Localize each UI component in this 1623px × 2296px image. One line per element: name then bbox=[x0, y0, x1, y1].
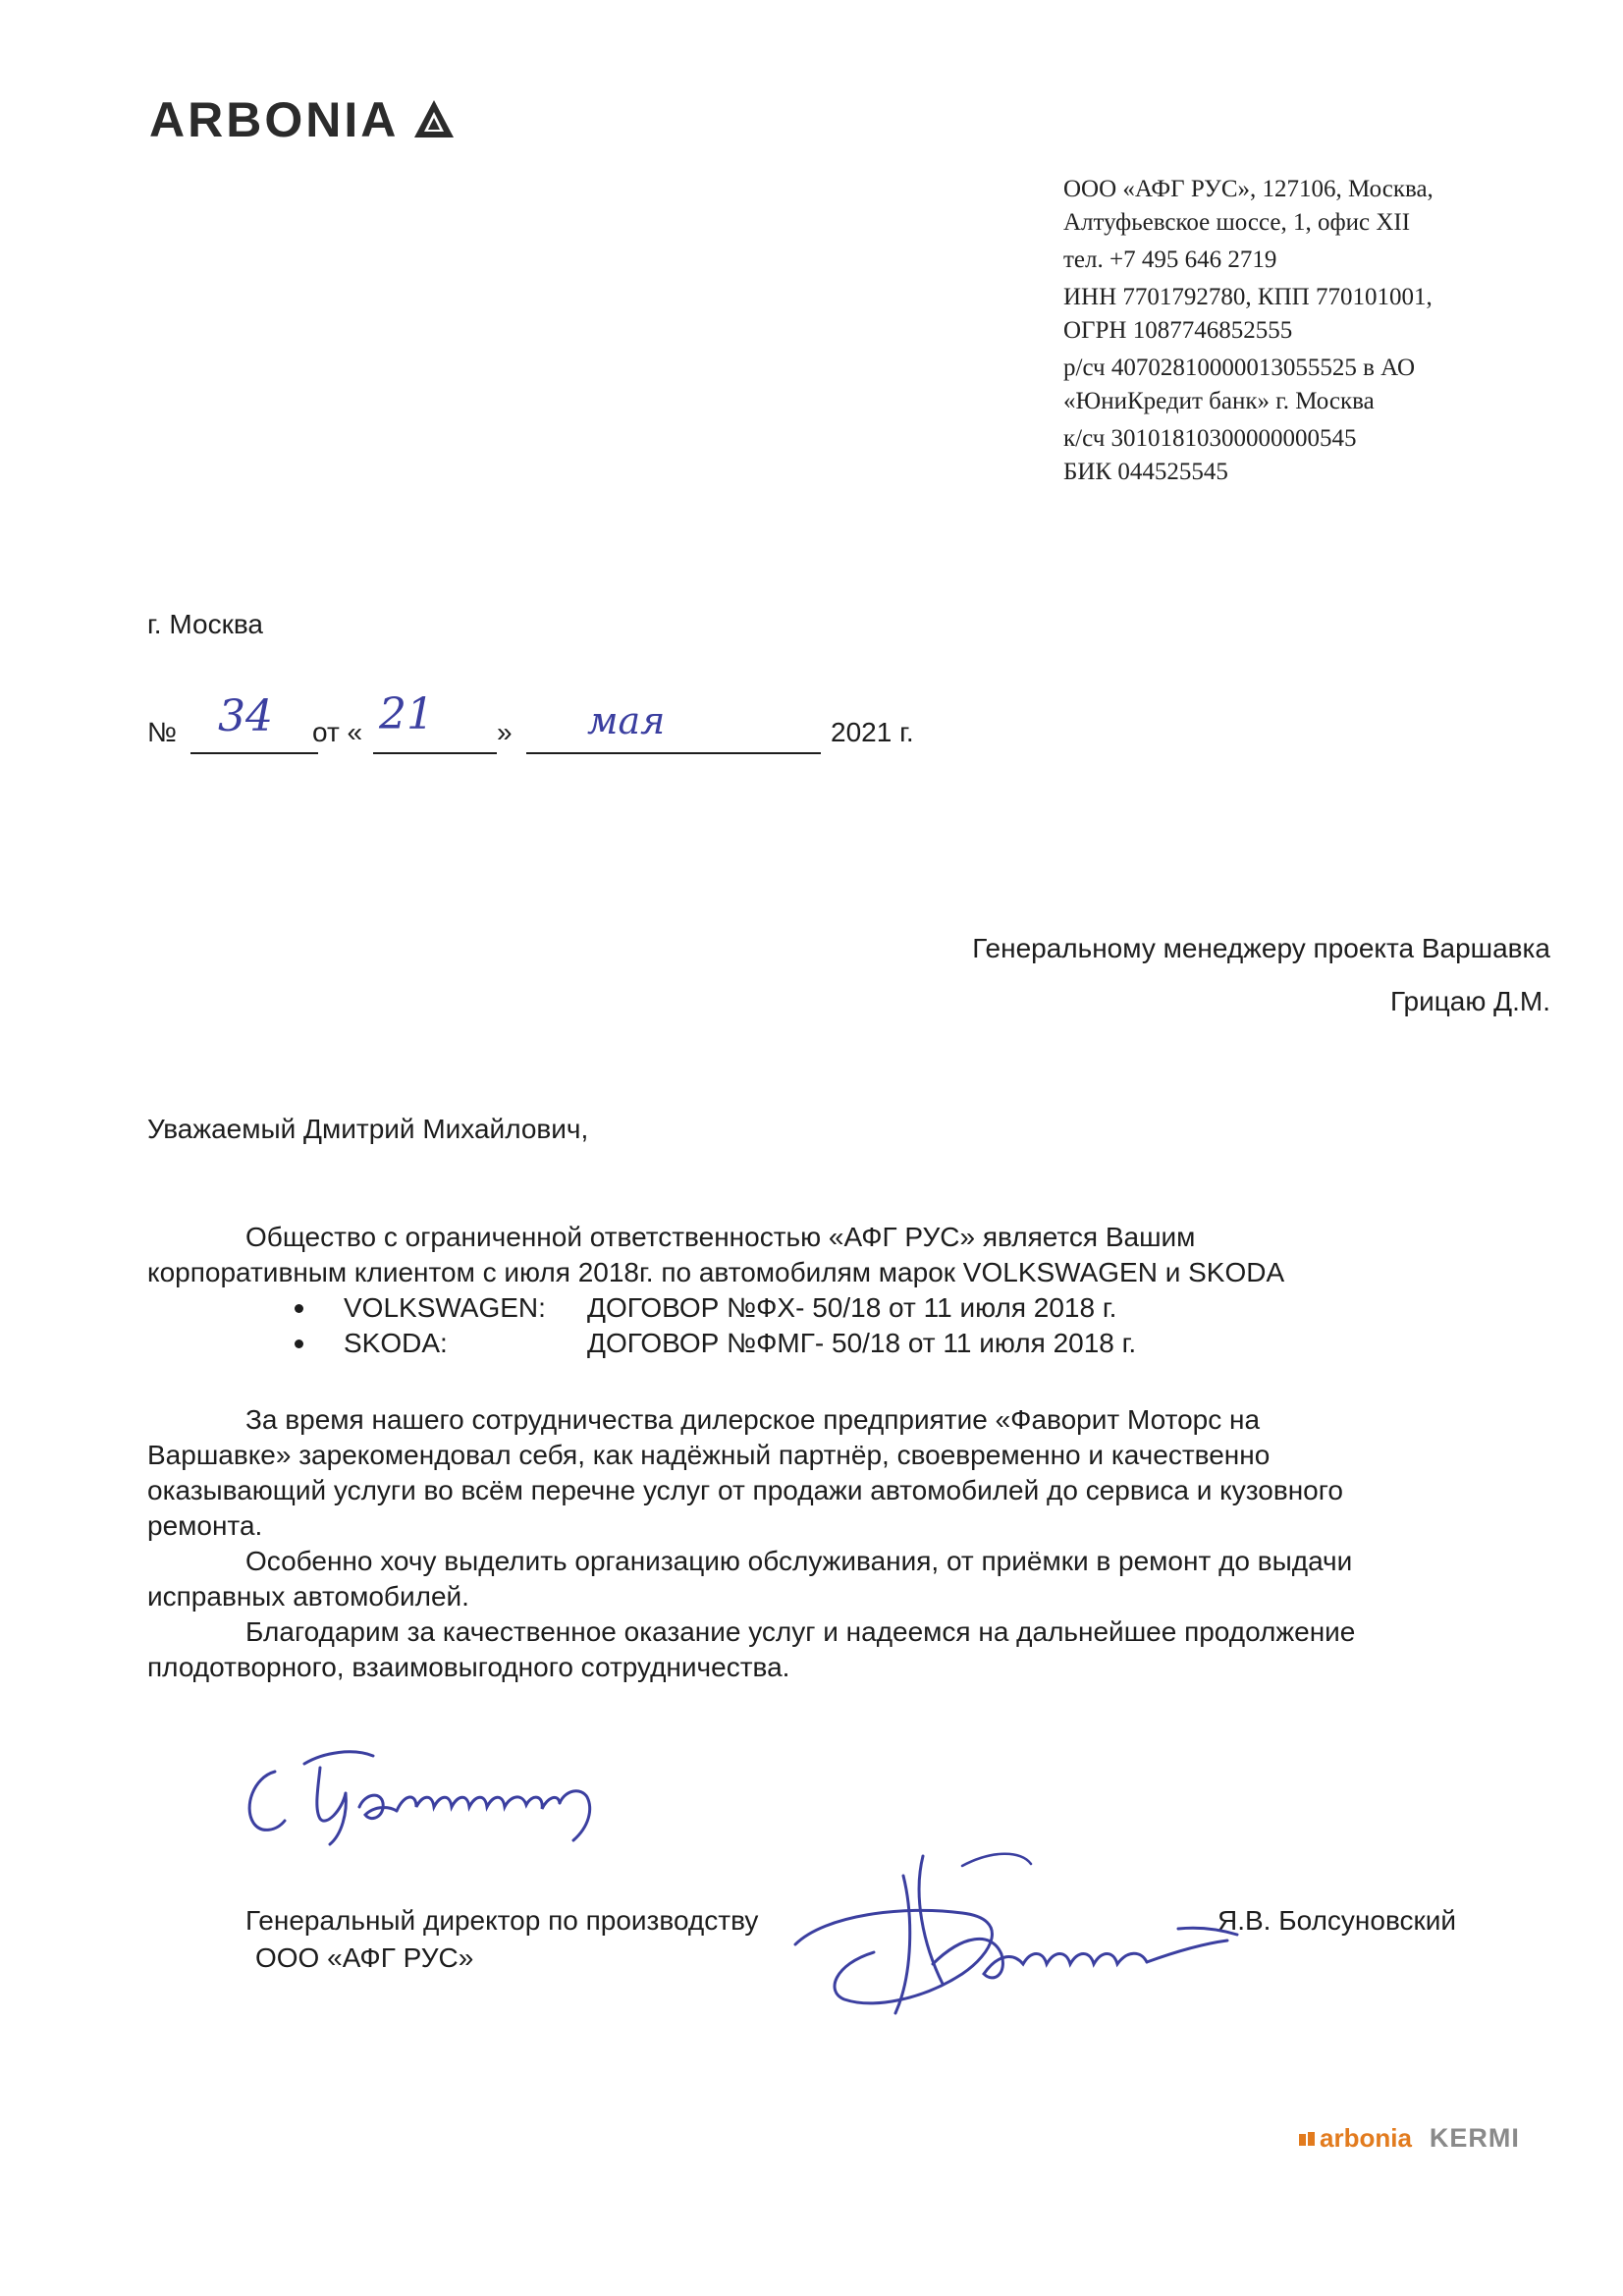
req-line: Алтуфьевское шоссе, 1, офис XII bbox=[1063, 209, 1411, 236]
day-underline bbox=[373, 752, 497, 754]
paragraph-line: Благодарим за качественное оказание услуг и надеемся на дальнейшее продолжение bbox=[245, 1616, 1356, 1647]
req-line: ООО «АФГ РУС», 127106, Москва, bbox=[1063, 176, 1434, 202]
city: г. Москва bbox=[147, 609, 263, 639]
req-line: ИНН 7701792780, КПП 770101001, bbox=[1063, 284, 1433, 310]
req-line: к/сч 30101810300000000545 bbox=[1063, 425, 1357, 452]
paragraph-line: За время нашего сотрудничества дилерское предприятие «Фаворит Моторс на bbox=[245, 1404, 1261, 1435]
paragraph-line: ремонта. bbox=[147, 1510, 263, 1541]
bullet-icon bbox=[295, 1339, 303, 1348]
arbonia-mark-icon bbox=[412, 98, 456, 141]
paragraph-line: Особенно хочу выделить организацию обслуживания, от приёмки в ремонт до выдачи bbox=[245, 1546, 1353, 1576]
req-line: тел. +7 495 646 2719 bbox=[1063, 246, 1277, 273]
arbonia-footer-logo bbox=[1298, 2123, 1412, 2154]
handwritten-signature bbox=[766, 1836, 1276, 2033]
handwritten-month: мая bbox=[587, 699, 666, 742]
contract-number: ДОГОВОР №ФХ- 50/18 от 11 июля 2018 г. bbox=[587, 1292, 1117, 1323]
paragraph-line: оказывающий услуги во всём перечне услуг от продажи автомобилей до сервиса и кузовного bbox=[147, 1475, 1343, 1505]
contract-number: ДОГОВОР №ФМГ- 50/18 от 11 июля 2018 г. bbox=[587, 1328, 1137, 1358]
month-underline bbox=[526, 752, 821, 754]
req-line: р/сч 40702810000013055525 в АО bbox=[1063, 355, 1416, 381]
paragraph-intro bbox=[147, 1220, 1542, 1290]
paragraph-line: Общество с ограниченной ответственностью «АФГ РУС» является Вашим bbox=[245, 1222, 1196, 1252]
paragraph-line: Варшавке» зарекомендовал себя, как надёжный партнёр, своевременно и качественно bbox=[147, 1440, 1271, 1470]
bullet-icon bbox=[295, 1304, 303, 1313]
handwritten-number: 34 bbox=[218, 691, 273, 741]
arbonia-footer-text: arbonia bbox=[1320, 2123, 1412, 2153]
number-underline bbox=[190, 752, 318, 754]
company-requisites bbox=[1063, 173, 1434, 489]
footer-logos bbox=[1298, 2123, 1520, 2154]
paragraph-line: плодотворного, взаимовыгодного сотрудничества. bbox=[147, 1652, 790, 1682]
handwritten-closing bbox=[236, 1738, 668, 1856]
paragraph-line: исправных автомобилей. bbox=[147, 1581, 469, 1612]
from-label: от « bbox=[312, 717, 363, 747]
paragraph-main bbox=[147, 1402, 1542, 1685]
kermi-logo: KERMI bbox=[1429, 2123, 1520, 2153]
salutation: Уважаемый Дмитрий Михайлович, bbox=[147, 1114, 589, 1144]
handwritten-day: 21 bbox=[379, 689, 434, 739]
contract-brand: VOLKSWAGEN: bbox=[344, 1292, 546, 1323]
req-line: БИК 044525545 bbox=[1063, 459, 1228, 485]
addressee-title: Генеральному менеджеру проекта Варшавка bbox=[972, 933, 1550, 963]
req-line: ОГРН 1087746852555 bbox=[1063, 317, 1293, 344]
number-prefix: № bbox=[147, 717, 178, 747]
arbonia-logo bbox=[149, 90, 456, 149]
signer-name: Я.В. Болсуновский bbox=[1217, 1905, 1457, 1936]
quote-close: » bbox=[497, 717, 513, 747]
paragraph-line: корпоративным клиентом с июля 2018г. по автомобилям марок VOLKSWAGEN и SKODA bbox=[147, 1257, 1285, 1287]
year: 2021 г. bbox=[831, 717, 914, 747]
signer-position: Генеральный директор по производству bbox=[245, 1905, 759, 1936]
arbonia-small-mark-icon bbox=[1298, 2130, 1316, 2148]
signer-company: ООО «АФГ РУС» bbox=[255, 1942, 474, 1973]
req-line: «ЮниКредит банк» г. Москва bbox=[1063, 388, 1375, 414]
contract-brand: SKODA: bbox=[344, 1328, 448, 1358]
addressee-name: Грицаю Д.М. bbox=[1389, 986, 1550, 1016]
logo-text: ARBONIA bbox=[149, 92, 400, 147]
document-number-line bbox=[147, 689, 933, 754]
